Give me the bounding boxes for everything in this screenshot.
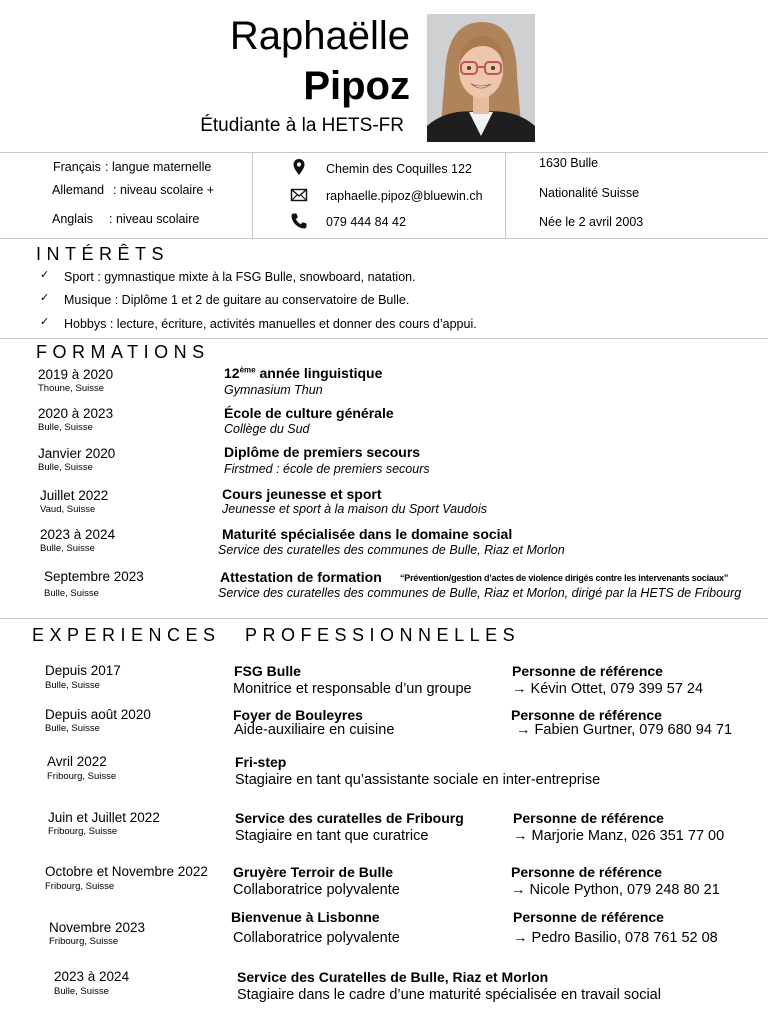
reference-label: Personne de référence (513, 909, 664, 925)
experience-org: Gruyère Terroir de Bulle (233, 864, 394, 880)
envelope-icon (290, 186, 308, 204)
formation-date: Septembre 2023 (44, 569, 144, 584)
formation-place: Bulle, Suisse (38, 462, 93, 473)
reference-contact: → Marjorie Manz, 026 351 77 00 (513, 828, 725, 844)
experience-place: Fribourg, Suisse (45, 881, 115, 892)
experience-place: Fribourg, Suisse (48, 826, 118, 837)
language-level: : niveau scolaire (109, 212, 200, 226)
experiences-heading: EXPERIENCES PROFESSIONNELLES (32, 625, 521, 645)
reference-label: Personne de référence (513, 810, 664, 826)
formation-date: 2023 à 2024 (40, 527, 116, 542)
reference-label: Personne de référence (511, 864, 662, 880)
arrow-right-icon: → (512, 681, 531, 697)
reference-contact: → Kévin Ottet, 079 399 57 24 (512, 681, 704, 697)
experience-place: Bulle, Suisse (45, 680, 100, 691)
experience-role: Monitrice et responsable d’un groupe (233, 681, 472, 697)
reference-label: Personne de référence (512, 663, 663, 679)
formation-place: Vaud, Suisse (40, 504, 96, 515)
formation-title-note: “Prévention/gestion d’actes de violence dirigés contre les intervenants sociaux” (400, 573, 729, 583)
divider (0, 152, 768, 153)
experience-org: Bienvenue à Lisbonne (231, 909, 380, 925)
experience-org: Service des Curatelles de Bulle, Riaz et Morlon (237, 969, 549, 985)
reference-contact: → Fabien Gurtner, 079 680 94 71 (516, 722, 733, 738)
language-level: : langue maternelle (105, 160, 212, 174)
birth-text: Née le 2 avril 2003 (539, 215, 644, 229)
experience-date: 2023 à 2024 (54, 969, 130, 984)
experience-org: FSG Bulle (234, 663, 301, 679)
arrow-right-icon: → (513, 930, 532, 946)
formation-subtitle: Firstmed : école de premiers secours (224, 462, 430, 476)
formation-title: Attestation de formation (220, 569, 382, 585)
list-item: Hobbys : lecture, écriture, activités manuelles et donner des cours d’appui. (64, 317, 477, 331)
checkmark-icon: ✓ (40, 269, 50, 281)
experience-role: Stagiaire en tant que curatrice (235, 828, 429, 844)
experience-date: Depuis août 2020 (45, 707, 151, 722)
formation-date: 2019 à 2020 (38, 367, 114, 382)
formation-date: 2020 à 2023 (38, 406, 114, 421)
nationality-text: Nationalité Suisse (539, 186, 640, 200)
experience-place: Bulle, Suisse (45, 723, 100, 734)
formation-subtitle: Service des curatelles des communes de Bulle, Riaz et Morlon, dirigé par la HETS de Fribourg (218, 586, 742, 600)
divider (505, 152, 506, 238)
experience-role: Collaboratrice polyvalente (233, 882, 400, 898)
language-name: Français (53, 160, 101, 174)
experience-org: Fri-step (235, 754, 287, 770)
arrow-right-icon: → (516, 722, 535, 738)
formation-subtitle: Jeunesse et sport à la maison du Sport Vaudois (222, 502, 487, 516)
location-pin-icon (290, 158, 308, 176)
formation-place: Thoune, Suisse (38, 383, 105, 394)
divider (252, 152, 253, 238)
interests-heading: INTÉRÊTS (36, 244, 170, 264)
language-level: : niveau scolaire + (113, 183, 215, 197)
formation-subtitle: Gymnasium Thun (224, 383, 323, 397)
experience-place: Fribourg, Suisse (49, 936, 119, 947)
checkmark-icon: ✓ (40, 292, 50, 304)
reference-contact: → Pedro Basilio, 078 761 52 08 (513, 930, 718, 946)
experience-role: Stagiaire en tant qu’assistante sociale en inter-entreprise (235, 772, 601, 788)
phone-text: 079 444 84 42 (326, 215, 406, 229)
formation-title: Cours jeunesse et sport (222, 486, 382, 502)
experience-role: Aide-auxiliaire en cuisine (234, 722, 395, 738)
experience-org: Foyer de Bouleyres (233, 707, 363, 723)
formation-title: 12ème année linguistique (224, 365, 383, 381)
first-name: Raphaëlle (229, 14, 410, 58)
formation-subtitle: Service des curatelles des communes de Bulle, Riaz et Morlon (218, 543, 565, 557)
email-link[interactable]: raphaelle.pipoz@bluewin.ch (326, 189, 483, 203)
language-name: Allemand (52, 183, 105, 197)
experience-date: Juin et Juillet 2022 (48, 810, 160, 825)
experience-org: Service des curatelles de Fribourg (235, 810, 464, 826)
formation-title: Diplôme de premiers secours (224, 444, 421, 460)
language-name: Anglais (52, 212, 93, 226)
formation-title: École de culture générale (224, 405, 394, 421)
address-text: Chemin des Coquilles 122 (326, 162, 472, 176)
reference-label: Personne de référence (511, 707, 662, 723)
formations-heading: FORMATIONS (36, 342, 210, 362)
formation-subtitle: Collège du Sud (224, 422, 310, 436)
experience-role: Collaboratrice polyvalente (233, 930, 400, 946)
experience-date: Depuis 2017 (45, 663, 121, 678)
formation-place: Bulle, Suisse (38, 422, 93, 433)
experience-place: Fribourg, Suisse (47, 771, 117, 782)
divider (0, 338, 768, 339)
experience-place: Bulle, Suisse (54, 986, 109, 997)
divider (0, 618, 768, 619)
list-item: Musique : Diplôme 1 et 2 de guitare au conservatoire de Bulle. (64, 293, 410, 307)
arrow-right-icon: → (513, 828, 532, 844)
arrow-right-icon: → (511, 882, 530, 898)
job-title: Étudiante à la HETS-FR (200, 115, 404, 136)
checkmark-icon: ✓ (40, 316, 50, 328)
formation-date: Janvier 2020 (38, 446, 116, 461)
phone-icon (290, 212, 308, 230)
formation-title: Maturité spécialisée dans le domaine social (222, 526, 513, 542)
formation-place: Bulle, Suisse (44, 588, 99, 599)
divider (0, 238, 768, 239)
last-name: Pipoz (303, 64, 410, 108)
formation-place: Bulle, Suisse (40, 543, 95, 554)
reference-contact: → Nicole Python, 079 248 80 21 (511, 882, 720, 898)
experience-date: Octobre et Novembre 2022 (45, 864, 208, 879)
profile-photo (427, 14, 535, 142)
portrait-image (427, 14, 535, 142)
city-text: 1630 Bulle (539, 156, 599, 170)
list-item: Sport : gymnastique mixte à la FSG Bulle, snowboard, natation. (64, 270, 416, 284)
formation-date: Juillet 2022 (40, 488, 109, 503)
experience-date: Avril 2022 (47, 754, 107, 769)
experience-role: Stagiaire dans le cadre d’une maturité spécialisée en travail social (237, 987, 661, 1003)
experience-date: Novembre 2023 (49, 920, 146, 935)
